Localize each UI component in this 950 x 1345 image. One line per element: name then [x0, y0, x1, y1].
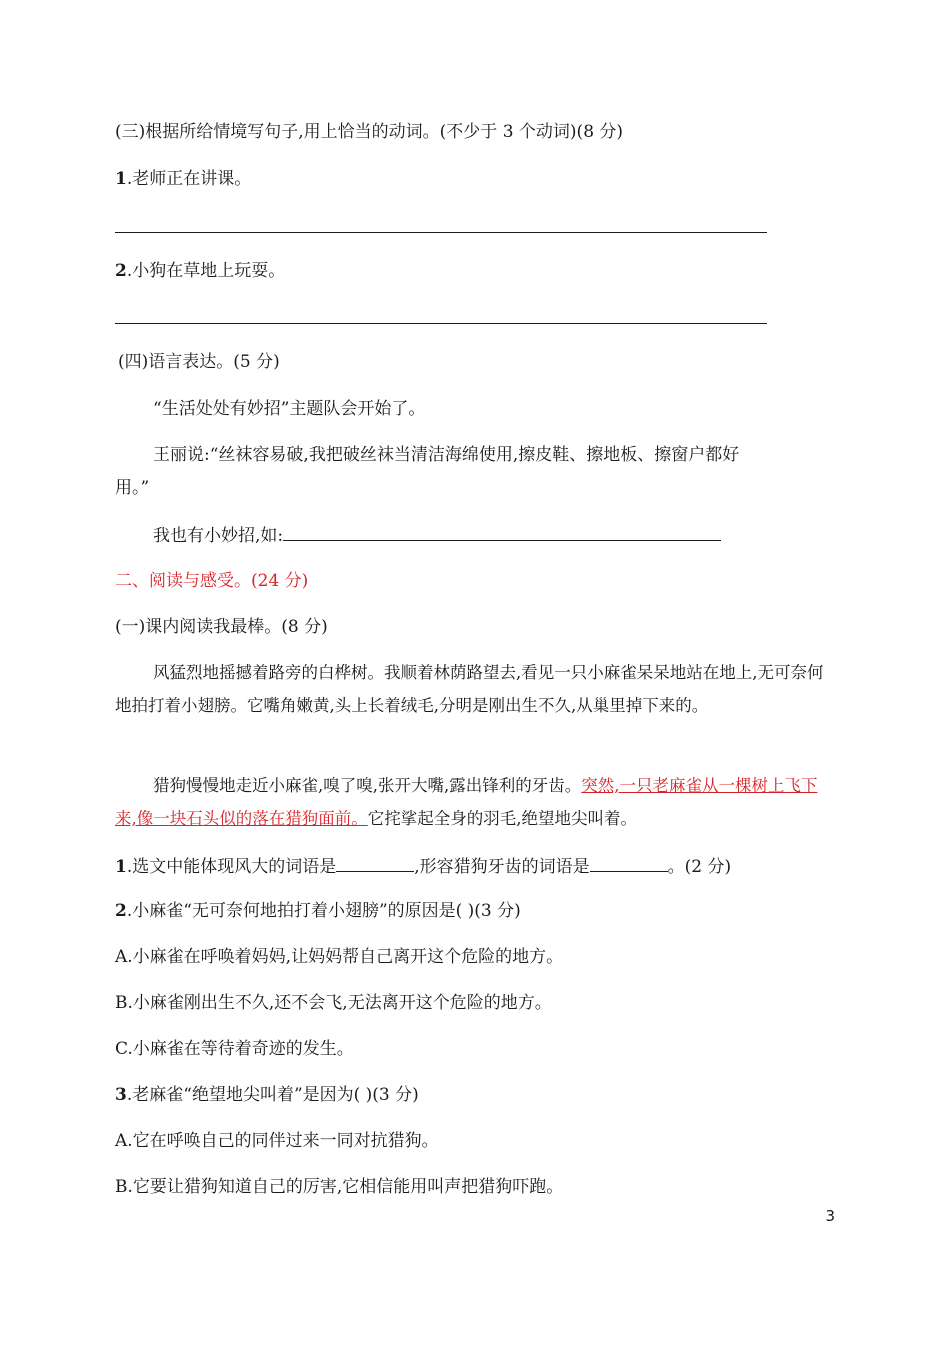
question-text: .老麻雀“绝望地尖叫着”是因为( )(3 分): [126, 1085, 419, 1105]
option-a: A.它在呼唤自己的同伴过来一同对抗猎狗。: [115, 1131, 439, 1151]
question-number: 2: [115, 261, 127, 281]
question-number: 3: [115, 1085, 127, 1105]
option-b: B.它要让猎狗知道自己的厉害,它相信能用叫声把猎狗吓跑。: [115, 1177, 564, 1197]
question-1: [115, 167, 251, 191]
reading-paragraph-1: 风猛烈地摇撼着路旁的白桦树。我顺着林荫路望去,看见一只小麻雀呆呆地站在地上,无可奈何地拍打着小翅膀。它嘴角嫩黄,头上长着绒毛,分明是刚出生不久,从巢里掉下来的。: [115, 663, 824, 715]
question-2: [115, 259, 285, 283]
answer-blank[interactable]: [283, 522, 721, 541]
question-text: 。(2 分): [667, 857, 732, 877]
text-line: “生活处处有妙招”主题队会开始了。: [153, 399, 426, 419]
underlined-sentence: 突然,一只老麻雀从一棵树上飞下来,像一块石头似的落在猎狗面前。: [115, 776, 818, 828]
prompt-text: 我也有小妙招,如:: [153, 526, 284, 546]
reading-question-1: [115, 853, 731, 879]
subsection-heading: (一)课内阅读我最棒。(8 分): [115, 617, 328, 637]
section-3-heading: (三)根据所给情境写句子,用上恰当的动词。(不少于 3 个动词)(8 分): [115, 122, 624, 142]
page-number: 3: [825, 1207, 835, 1225]
reading-question-2: [115, 899, 521, 923]
paragraph-text: 它挓挲起全身的羽毛,绝望地尖叫着。: [367, 809, 637, 828]
question-text: .选文中能体现风大的词语是: [126, 857, 337, 877]
question-text: .小狗在草地上玩耍。: [126, 261, 286, 281]
question-text: ,形容猎狗牙齿的词语是: [414, 857, 590, 877]
reading-question-3: [115, 1083, 419, 1107]
text-line: [153, 522, 721, 548]
question-number: 1: [115, 857, 127, 877]
part-2-heading: 二、阅读与感受。(24 分): [115, 571, 309, 591]
option-c: C.小麻雀在等待着奇迹的发生。: [115, 1039, 354, 1059]
reading-paragraph-2: [115, 769, 827, 835]
question-text: .小麻雀“无可奈何地拍打着小翅膀”的原因是( )(3 分): [126, 901, 521, 921]
question-number: 2: [115, 901, 127, 921]
text-line: 王丽说:“丝袜容易破,我把破丝袜当清洁海绵使用,擦皮鞋、擦地板、擦窗户都好: [153, 445, 740, 465]
section-4-heading: (四)语言表达。(5 分): [118, 352, 280, 372]
question-text: .老师正在讲课。: [126, 169, 252, 189]
answer-blank[interactable]: [336, 853, 414, 872]
paragraph-text: 猎狗慢慢地走近小麻雀,嗅了嗅,张开大嘴,露出锋利的牙齿。: [153, 776, 582, 795]
option-a: A.小麻雀在呼唤着妈妈,让妈妈帮自己离开这个危险的地方。: [115, 947, 564, 967]
text-line: 用。”: [115, 478, 150, 498]
answer-line[interactable]: [115, 232, 767, 233]
option-b: B.小麻雀刚出生不久,还不会飞,无法离开这个危险的地方。: [115, 993, 552, 1013]
question-number: 1: [115, 169, 127, 189]
answer-line[interactable]: [115, 323, 767, 324]
answer-blank[interactable]: [590, 853, 668, 872]
